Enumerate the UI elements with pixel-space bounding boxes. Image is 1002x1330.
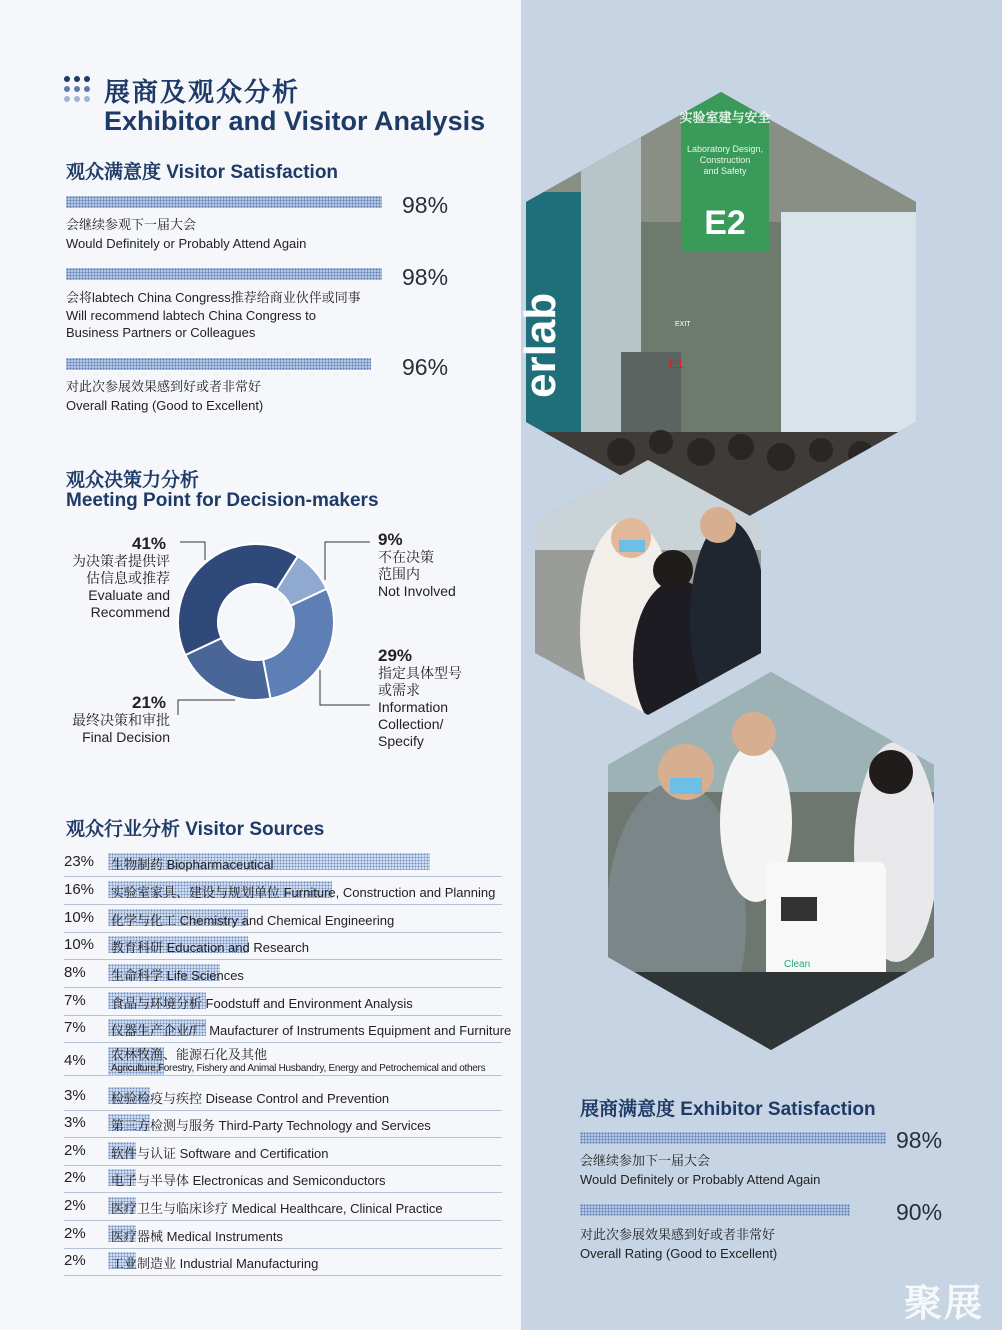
exhibitor-cn: 对此次参展效果感到好或者非常好	[580, 1227, 776, 1242]
source-row	[64, 1110, 502, 1138]
source-pct: 2%	[64, 1169, 86, 1186]
satisfaction-cn: 会将labtech China Congress推荐给商业伙伴或同事	[66, 290, 361, 305]
exhibitor-en: Would Definitely or Probably Attend Again	[580, 1172, 821, 1187]
donut-pct-21: 21%	[132, 693, 167, 712]
wall-logo-text: erlab	[516, 292, 565, 398]
source-row	[64, 1221, 502, 1249]
exhibitor-pct: 98%	[896, 1127, 943, 1153]
source-row	[64, 932, 502, 960]
source-label: 生命科学 Life Sciences	[111, 968, 244, 983]
source-row	[64, 877, 502, 905]
source-label: 生物制药 Biopharmaceutical	[111, 857, 274, 872]
machine-label: Clean	[784, 959, 811, 970]
satisfaction-cn: 对此次参展效果感到好或者非常好	[66, 379, 262, 394]
source-row	[64, 905, 502, 933]
donut-label: 不在决策 范围内 Not Involved	[378, 549, 456, 599]
decision-heading-en: Meeting Point for Decision-makers	[66, 490, 379, 511]
sign-en: Laboratory Design,	[686, 144, 764, 154]
exhibitor-en: Overall Rating (Good to Excellent)	[580, 1246, 778, 1261]
source-row	[64, 1193, 502, 1221]
source-label: 农林牧渔、能源石化及其他 Agriculture,Forestry, Fishery and Animal Husbandry, Energy and Petrochemical and others	[111, 1047, 486, 1074]
e1-sign: E1	[669, 357, 684, 371]
donut-slice	[263, 589, 334, 699]
source-label: 工业制造业 Industrial Manufacturing	[111, 1256, 319, 1271]
photo-equipment-hexagon	[606, 672, 936, 1050]
sources-heading: 观众行业分析 Visitor Sources	[66, 819, 325, 840]
source-pct: 7%	[64, 1019, 86, 1036]
source-pct: 2%	[64, 1197, 86, 1214]
source-row	[64, 849, 502, 877]
satisfaction-en: Would Definitely or Probably Attend Again	[66, 236, 307, 251]
source-pct: 10%	[64, 936, 95, 953]
source-row	[64, 1165, 502, 1193]
visitor-satisfaction-heading: 观众满意度 Visitor Satisfaction	[66, 162, 339, 183]
donut-pct-9: 9%	[378, 530, 403, 549]
source-row	[64, 1015, 512, 1043]
leader-line	[178, 700, 235, 715]
source-row	[64, 1083, 502, 1111]
sign-en: Construction	[699, 155, 751, 165]
exhibitor-bar	[580, 1132, 886, 1144]
sign-en: and Safety	[703, 166, 747, 176]
source-label: 实验室家具、建设与规划单位 Furniture, Construction and Planning	[111, 885, 496, 900]
page-title-en: Exhibitor and Visitor Analysis	[104, 106, 486, 136]
source-label: 医疗器械 Medical Instruments	[111, 1229, 283, 1244]
source-row	[64, 1248, 502, 1276]
source-pct: 8%	[64, 964, 86, 981]
source-pct: 7%	[64, 992, 86, 1009]
satisfaction-en: Will recommend labtech China Congress to	[66, 308, 316, 323]
satisfaction-pct: 96%	[402, 354, 449, 380]
source-pct: 4%	[64, 1052, 86, 1069]
satisfaction-pct: 98%	[402, 192, 449, 218]
source-label: 仪器生产企业/厂 Maufacturer of Instruments Equipment and Furniture	[111, 1023, 512, 1038]
source-pct: 3%	[64, 1114, 86, 1131]
leader-line	[180, 542, 205, 560]
exhibitor-bar	[580, 1204, 850, 1216]
donut-pct-29: 29%	[378, 646, 413, 665]
exhibitor-cn: 会继续参加下一届大会	[580, 1153, 711, 1168]
satisfaction-bar	[66, 196, 382, 208]
source-pct: 23%	[64, 853, 95, 870]
donut-label: 最终决策和审批 Final Decision	[72, 712, 170, 745]
satisfaction-en: Overall Rating (Good to Excellent)	[66, 398, 264, 413]
source-row	[64, 1138, 502, 1166]
donut-slice	[178, 544, 298, 655]
source-label: 第三方检测与服务 Third-Party Technology and Services	[111, 1118, 431, 1133]
source-row	[64, 988, 502, 1016]
dots-icon	[64, 76, 94, 104]
donut-pct-41: 41%	[132, 534, 167, 553]
satisfaction-en2: Business Partners or Colleagues	[66, 325, 256, 340]
exhibitor-satisfaction-heading: 展商满意度 Exhibitor Satisfaction	[580, 1099, 876, 1120]
source-label: 教育科研 Education and Research	[111, 940, 309, 955]
source-pct: 2%	[64, 1252, 86, 1269]
source-label: 食品与环境分析 Foodstuff and Environment Analysis	[111, 996, 413, 1011]
satisfaction-bar	[66, 358, 371, 370]
donut-slices	[178, 544, 334, 700]
sign-cn: 实验室建与安全	[679, 111, 771, 126]
satisfaction-pct: 98%	[402, 264, 449, 290]
source-label: 软件与认证 Software and Certification	[111, 1146, 329, 1161]
source-pct: 2%	[64, 1225, 86, 1242]
leader-line	[325, 542, 370, 580]
donut-label: 指定具体型号 或需求 Information Collection/ Specify	[378, 665, 462, 749]
leader-line	[320, 670, 370, 705]
source-row	[64, 960, 502, 988]
source-pct: 10%	[64, 909, 95, 926]
source-pct: 3%	[64, 1087, 86, 1104]
source-pct: 16%	[64, 881, 95, 898]
page-title-cn: 展商及观众分析	[104, 77, 301, 107]
source-label: 电子与半导体 Electronicas and Semiconductors	[111, 1173, 386, 1188]
source-label: 医疗卫生与临床诊疗 Medical Healthcare, Clinical Practice	[111, 1201, 443, 1216]
hall-number: E2	[704, 204, 746, 242]
source-label: 化学与化工 Chemistry and Chemical Engineering	[111, 913, 395, 928]
source-label: 检验检疫与疾控 Disease Control and Prevention	[111, 1091, 390, 1106]
exit-sign: EXIT	[675, 321, 691, 328]
source-pct: 2%	[64, 1142, 86, 1159]
satisfaction-cn: 会继续参观下一届大会	[66, 217, 197, 232]
donut-label: 为决策者提供评 估信息或推荐 Evaluate and Recommend	[72, 553, 170, 620]
decision-heading-cn: 观众决策力分析	[66, 470, 200, 491]
watermark-logo: 聚展	[903, 1283, 984, 1325]
source-row	[64, 1043, 502, 1076]
satisfaction-bar	[66, 268, 382, 280]
exhibitor-pct: 90%	[896, 1199, 943, 1225]
